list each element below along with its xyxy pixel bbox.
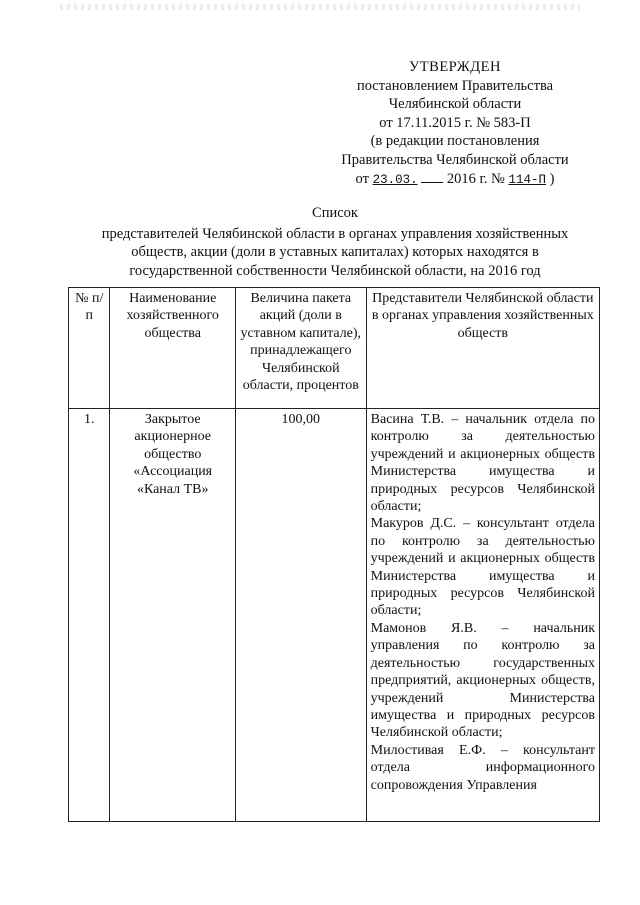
table-header-row bbox=[69, 288, 600, 409]
date-prefix: от bbox=[355, 170, 369, 187]
approval-stamp bbox=[330, 58, 580, 189]
representatives-table bbox=[68, 287, 600, 822]
title-line: государственной собственности Челябинской области, на 2016 год bbox=[129, 262, 541, 279]
representative-entry: Макуров Д.С. – консультант отдела по контролю за деятельностью учреждений и акционерных обществ Министерства имущества и природных ресурсов Челябинской области; bbox=[370, 516, 595, 619]
year-text: 2016 г. № bbox=[446, 170, 505, 187]
handwritten-number: 114-П bbox=[508, 172, 546, 187]
representative-entry: Милостивая Е.Ф. – консультант отдела информационного сопровождения Управления bbox=[370, 742, 595, 793]
handwritten-date: 23.03. bbox=[372, 172, 418, 187]
share-value: 100,00 bbox=[235, 409, 366, 822]
closing-paren: ) bbox=[549, 170, 555, 187]
approval-line: Правительства Челябинской области bbox=[341, 151, 569, 168]
date-underline bbox=[421, 182, 443, 183]
header-representatives: Представители Челябинской области в органах управления хозяйственных обществ bbox=[366, 288, 599, 409]
title-line: представителей Челябинской области в органах управления хозяйственных bbox=[101, 225, 569, 242]
representative-entry: Мамонов Я.В. – начальник управления по контролю за деятельностью государственных предприятий, акционерных обществ, учреждений Министерства имущества и природных ресурсов Челябинской области; bbox=[370, 620, 595, 741]
document-title bbox=[70, 204, 600, 280]
table-row bbox=[69, 409, 600, 822]
company-name: Закрытое акционерное общество «Ассоциация «Канал ТВ» bbox=[110, 409, 235, 822]
title-line: обществ, акции (доли в уставных капиталах) которых находятся в bbox=[131, 244, 539, 261]
scan-artifact bbox=[60, 4, 580, 10]
row-number: 1. bbox=[69, 409, 110, 822]
approval-heading: УТВЕРЖДЕН bbox=[409, 59, 501, 75]
approval-line: Челябинской области bbox=[388, 96, 522, 113]
approval-line: постановлением Правительства bbox=[356, 77, 554, 94]
approval-line: (в редакции постановления bbox=[370, 133, 540, 150]
representative-entry: Васина Т.В. – начальник отдела по контролю за деятельностью учреждений и акционерных обществ Министерства имущества и природных ресурсов Челябинской области; bbox=[370, 412, 595, 515]
header-number: № п/п bbox=[69, 288, 110, 409]
header-share: Величина пакета акций (доли в уставном капитале), принадлежащего Челябинской области, процентов bbox=[235, 288, 366, 409]
header-company: Наименование хозяйственного общества bbox=[110, 288, 235, 409]
representatives-cell bbox=[366, 409, 599, 822]
approval-line: от 17.11.2015 г. № 583-П bbox=[379, 114, 531, 131]
title-word: Список bbox=[312, 205, 358, 221]
approval-date-line bbox=[330, 170, 580, 190]
